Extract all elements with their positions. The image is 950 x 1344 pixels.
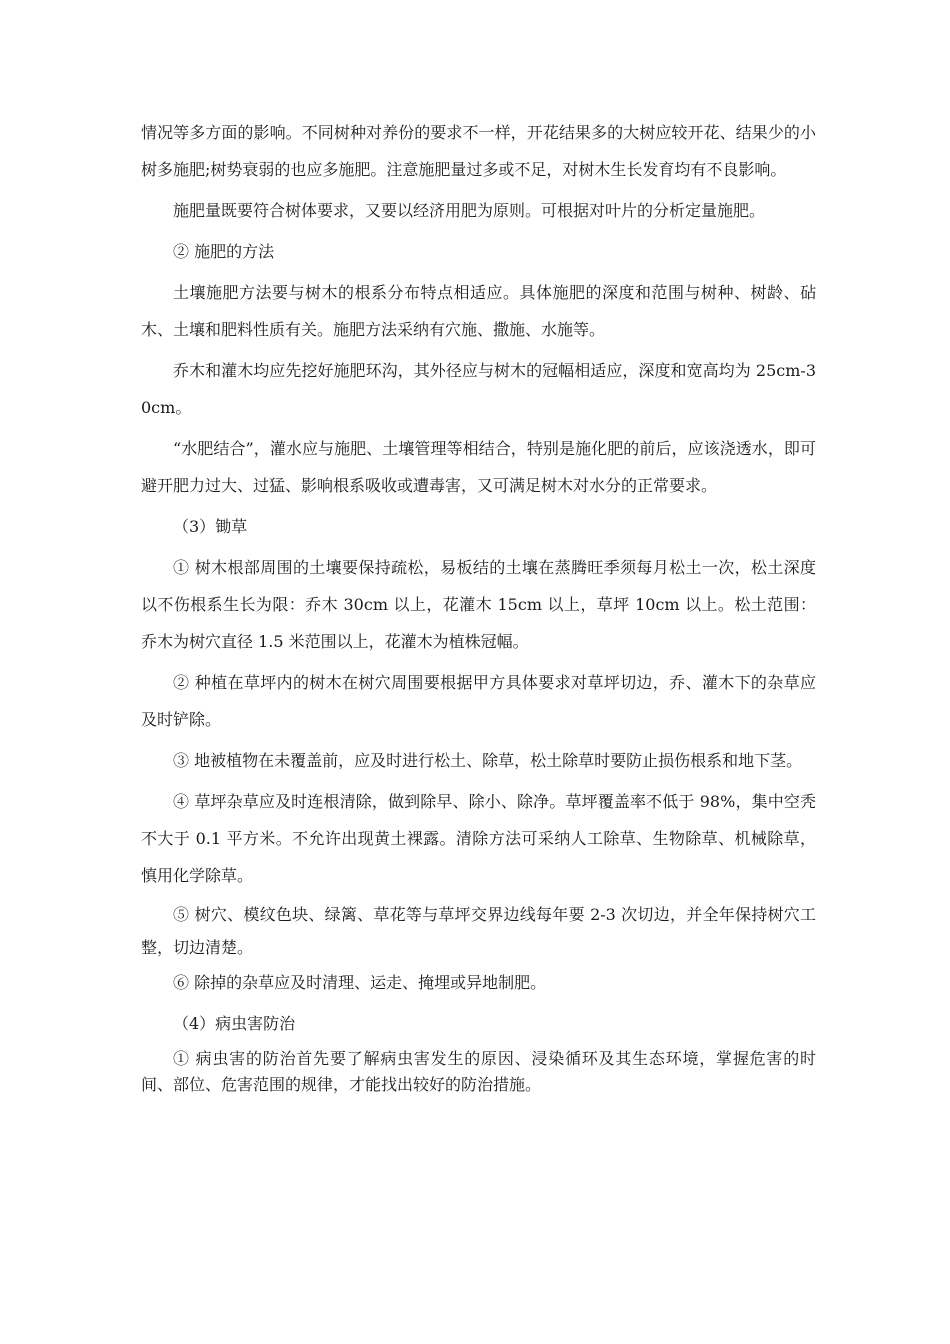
document-body (141, 114, 816, 1098)
paragraph-pest-control-1: ① 病虫害的防治首先要了解病虫害发生的原因、浸染循环及其生态环境，掌握危害的时间、部位、危害范围的规律，才能找出较好的防治措施。 (141, 1049, 816, 1094)
paragraph-soil-fertilizing: 土壤施肥方法要与树木的根系分布特点相适应。具体施肥的深度和范围与树种、树龄、砧木、土壤和肥料性质有关。施肥方法采纳有穴施、撒施、水施等。 (141, 283, 816, 339)
paragraph-weeding-5: ⑤ 树穴、模纹色块、绿篱、草花等与草坪交界边线每年要 2-3 次切边，并全年保持树穴工整，切边清楚。 (141, 905, 816, 957)
paragraph-weeding-1: ① 树木根部周围的土壤要保持疏松，易板结的土壤在蒸腾旺季须每月松土一次，松土深度以不伤根系生长为限：乔木 30cm 以上，花灌木 15cm 以上，草坪 10cm 以上。松土范围：乔木为树穴直径 1.5 米范围以上，花灌木为植株冠幅。 (141, 558, 816, 651)
paragraph-fertilizer-amount: 施肥量既要符合树体要求，又要以经济用肥为原则。可根据对叶片的分析定量施肥。 (173, 201, 766, 220)
paragraph-fertilizer-influence: 情况等多方面的影响。不同树种对养份的要求不一样，开花结果多的大树应较开花、结果少的小树多施肥;树势衰弱的也应多施肥。注意施肥量过多或不足，对树木生长发育均有不良影响。 (141, 123, 816, 179)
heading-fertilizer-method: ② 施肥的方法 (173, 242, 275, 261)
paragraph-weeding-2: ② 种植在草坪内的树木在树穴周围要根据甲方具体要求对草坪切边，乔、灌木下的杂草应及时铲除。 (141, 673, 816, 729)
paragraph-ring-trench: 乔木和灌木均应先挖好施肥环沟，其外径应与树木的冠幅相适应，深度和宽高均为 25cm-30cm。 (141, 361, 816, 417)
heading-pest-control: （4）病虫害防治 (173, 1014, 296, 1033)
heading-weeding: （3）锄草 (173, 517, 248, 536)
paragraph-weeding-3: ③ 地被植物在未覆盖前，应及时进行松土、除草，松土除草时要防止损伤根系和地下茎。 (173, 751, 803, 770)
paragraph-weeding-4: ④ 草坪杂草应及时连根清除，做到除早、除小、除净。草坪覆盖率不低于 98%，集中空秃不大于 0.1 平方米。不允许出现黄土裸露。清除方法可采纳人工除草、生物除草、机械除草，慎用化学除草。 (141, 792, 816, 885)
paragraph-weeding-6: ⑥ 除掉的杂草应及时清理、运走、掩埋或异地制肥。 (173, 973, 547, 992)
paragraph-water-fertilizer: “水肥结合”，灌水应与施肥、土壤管理等相结合，特别是施化肥的前后，应该浇透水，即可避开肥力过大、过猛、影响根系吸收或遭毒害，又可满足树木对水分的正常要求。 (141, 439, 816, 495)
